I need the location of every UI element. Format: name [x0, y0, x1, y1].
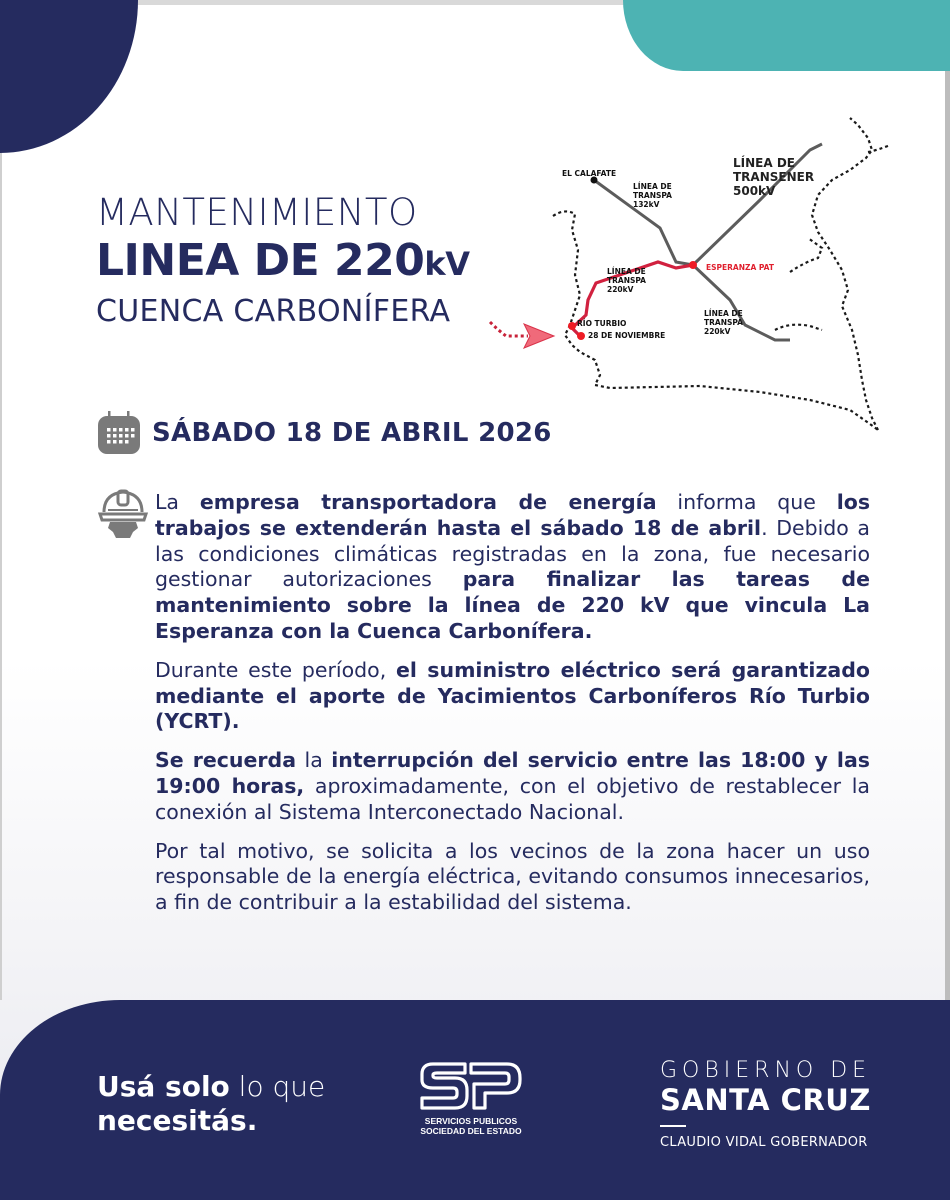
text-segment: La	[155, 490, 200, 514]
text-segment: informa que	[656, 490, 837, 514]
label-transpa-132-l1: LÍNEA DE	[633, 182, 672, 191]
label-transpa-220-east-l3: 220kV	[704, 327, 731, 336]
title-line-mantenimiento: MANTENIMIENTO	[96, 191, 418, 234]
paragraph-3	[155, 748, 870, 825]
text-segment: aproximadamente, con el objetivo de restablecer la conexión al Sistema Interconectado Nacional.	[155, 773, 870, 824]
navy-corner-shape	[0, 0, 138, 153]
sp-caption-line2: SOCIEDAD DEL ESTADO	[420, 1126, 522, 1136]
text-bold: los trabajos se extenderán hasta el sábado 18 de abril	[155, 490, 871, 540]
left-edge	[0, 150, 2, 1000]
text-bold: el suministro eléctrico será garantizado mediante el aporte de Yacimientos Carboníferos Río Turbio (YCRT).	[155, 657, 870, 734]
node-28-noviembre	[577, 332, 585, 340]
title-line-region: CUENCA CARBONÍFERA	[96, 294, 451, 329]
title-voltage-unit: kV	[424, 245, 470, 283]
label-el-calafate: EL CALAFATE	[562, 169, 617, 178]
slogan-thin: lo que	[229, 1070, 326, 1103]
gov-divider	[660, 1125, 686, 1127]
label-transpa-220-east-l2: TRANSPA	[704, 318, 743, 327]
text-segment: Durante este período,	[155, 657, 396, 682]
transmission-map	[540, 110, 900, 440]
event-date: SÁBADO 18 DE ABRIL 2026	[152, 418, 552, 448]
gov-line-governor: CLAUDIO VIDAL GOBERNADOR	[660, 1135, 868, 1150]
paragraph-1	[155, 490, 870, 645]
text-segment: Por tal motivo, se solicita a los vecinos de la zona hacer un uso responsable de la energía eléctrica, evitando consumos innecesarios, a fin de contribuir a la estabilidad del sistema.	[155, 838, 870, 915]
sp-logo	[418, 1060, 524, 1136]
page-title	[96, 190, 469, 335]
label-transpa-132-l2: TRANSPA	[633, 191, 672, 200]
slogan	[97, 1070, 325, 1138]
teal-corner-shape	[623, 0, 950, 71]
label-transener-l3: 500kV	[733, 184, 776, 198]
slogan-bold: Usá solo	[97, 1070, 230, 1103]
text-bold: para finalizar las tareas de mantenimiento sobre la línea de 220 kV que vincula La Esperanza con la Cuenca Carbonífera.	[155, 567, 870, 643]
gov-line-gobierno: GOBIERNO DE	[660, 1058, 872, 1083]
paragraph-4	[155, 839, 870, 916]
calendar-icon	[96, 410, 142, 456]
label-transener-l1: LÍNEA DE	[733, 156, 795, 170]
label-transener-l2: TRANSENER	[733, 170, 815, 184]
text-bold: empresa transportadora de energía	[199, 490, 657, 514]
title-line-voltage	[96, 236, 469, 289]
text-bold: Se recuerda	[155, 748, 297, 773]
label-transpa-220-east-l1: LÍNEA DE	[704, 309, 743, 318]
province-border	[553, 118, 890, 430]
label-transpa-132-l3: 132kV	[633, 200, 660, 209]
label-rio-turbio: RÍO TURBIO	[577, 319, 627, 328]
government-logo	[660, 1058, 871, 1150]
sp-logo-mark-icon	[419, 1060, 523, 1112]
label-transpa-220-west-l2: TRANSPA	[607, 276, 646, 285]
label-28-noviembre: 28 DE NOVIEMBRE	[588, 331, 666, 340]
node-esperanza	[689, 261, 697, 269]
right-edge	[945, 70, 950, 1000]
sp-caption-line1: SERVICIOS PUBLICOS	[424, 1116, 518, 1126]
gov-line-santa-cruz: SANTA CRUZ	[660, 1083, 871, 1117]
node-rio-turbio	[568, 322, 576, 330]
label-esperanza-pat: ESPERANZA PAT	[706, 263, 775, 272]
label-transpa-220-west-l3: 220kV	[607, 285, 634, 294]
date-row	[96, 410, 552, 456]
text-segment: la	[296, 748, 332, 773]
title-voltage-text: LINEA DE 220	[96, 235, 425, 286]
label-transpa-220-west-l1: LÍNEA DE	[607, 267, 646, 276]
slogan-bold-2: necesitás.	[97, 1104, 258, 1137]
text-segment: . Debido a las condiciones climáticas registradas en la zona, fue necesario gestionar autorizaciones	[155, 515, 870, 592]
worker-helmet-gear-icon	[96, 486, 150, 540]
text-bold: interrupción del servicio entre las 18:00 y las 19:00 horas,	[155, 748, 870, 798]
paragraph-2	[155, 658, 870, 735]
announcement-body	[155, 490, 870, 929]
